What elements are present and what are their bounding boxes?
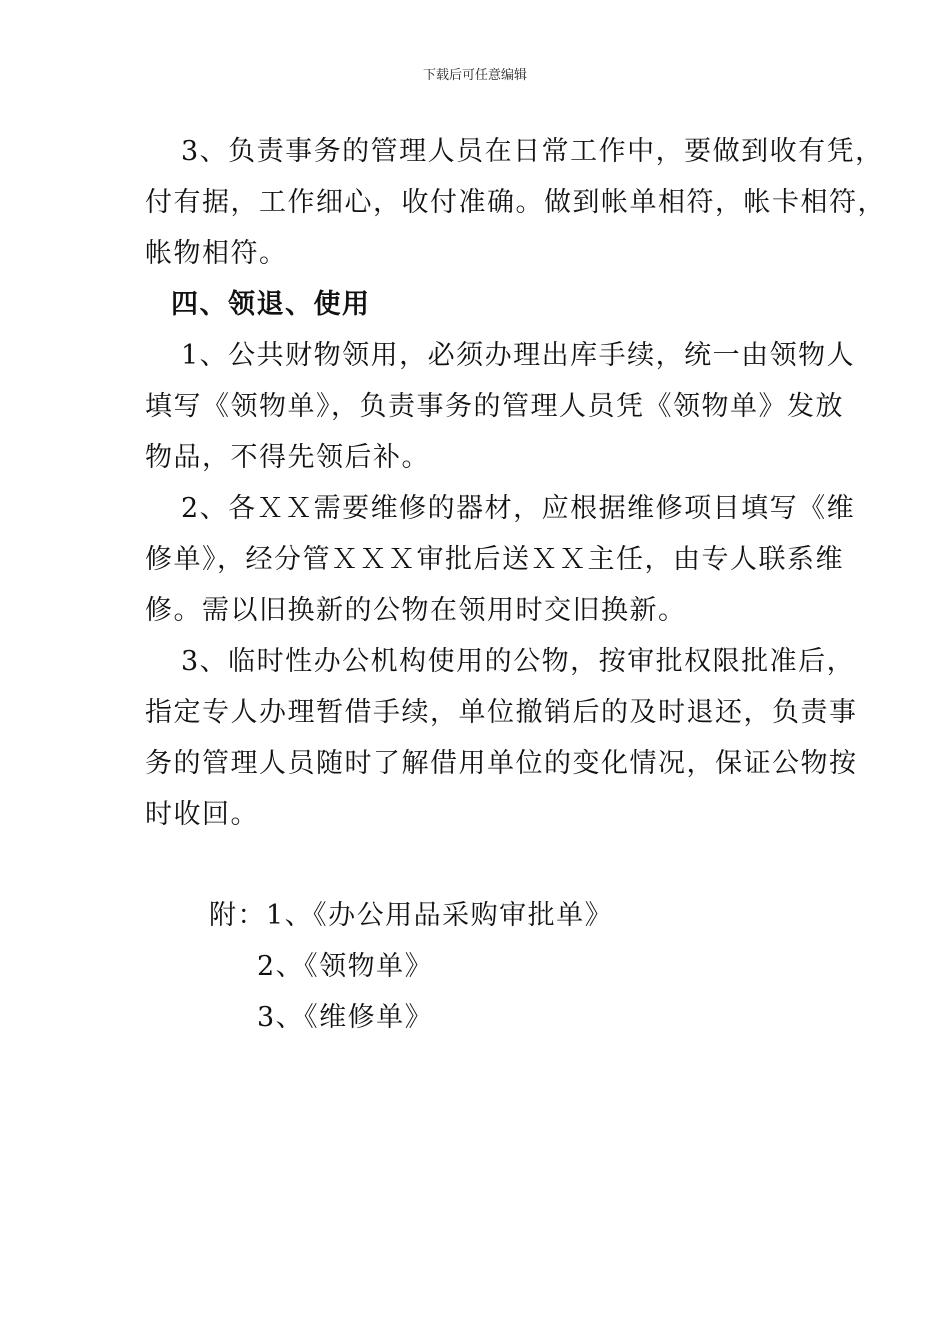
text-line: 修单》，经分管ＸＸＸ审批后送ＸＸ主任，由专人联系维 <box>145 544 844 575</box>
document-body <box>145 126 886 1043</box>
spacer <box>145 840 805 890</box>
page-header: 下载后可任意编辑 <box>422 68 527 83</box>
text-line: 指定专人办理暂借手续，单位撤销后的及时退还，负责事 <box>145 697 858 728</box>
text-line: 3、负责事务的管理人员在日常工作中，要做到收有凭， <box>181 136 884 167</box>
text-line: 修。需以旧换新的公物在领用时交旧换新。 <box>145 595 687 626</box>
attachment-item: 2、《领物单》 <box>257 951 434 982</box>
paragraph-3-accountability <box>145 126 886 279</box>
text-line: 填写《领物单》，负责事务的管理人员凭《领物单》发放 <box>145 391 844 422</box>
paragraph-1-requisition <box>145 330 856 483</box>
paragraph-2-repair <box>145 483 856 636</box>
section-heading: 四、领退、使用 <box>171 289 371 320</box>
attachment-item: 3、《维修单》 <box>257 1002 434 1033</box>
text-line: 时收回。 <box>145 799 259 830</box>
text-line: 务的管理人员随时了解借用单位的变化情况，保证公物按 <box>145 748 858 779</box>
attachment-item: 附：1、《办公用品采购审批单》 <box>209 900 614 931</box>
text-line: 2、各ＸＸ需要维修的器材，应根据维修项目填写《维 <box>181 493 856 524</box>
text-line: 3、临时性办公机构使用的公物，按审批权限批准后， <box>181 646 856 677</box>
text-line: 付有据，工作细心，收付准确。做到帐单相符，帐卡相符， <box>145 187 886 218</box>
text-line: 物品，不得先领后补。 <box>145 442 430 473</box>
text-line: 1、公共财物领用，必须办理出库手续，统一由领物人 <box>181 340 856 371</box>
text-line: 帐物相符。 <box>145 238 288 269</box>
paragraph-3-temporary-use <box>145 636 858 840</box>
attachments-list <box>145 890 805 1043</box>
